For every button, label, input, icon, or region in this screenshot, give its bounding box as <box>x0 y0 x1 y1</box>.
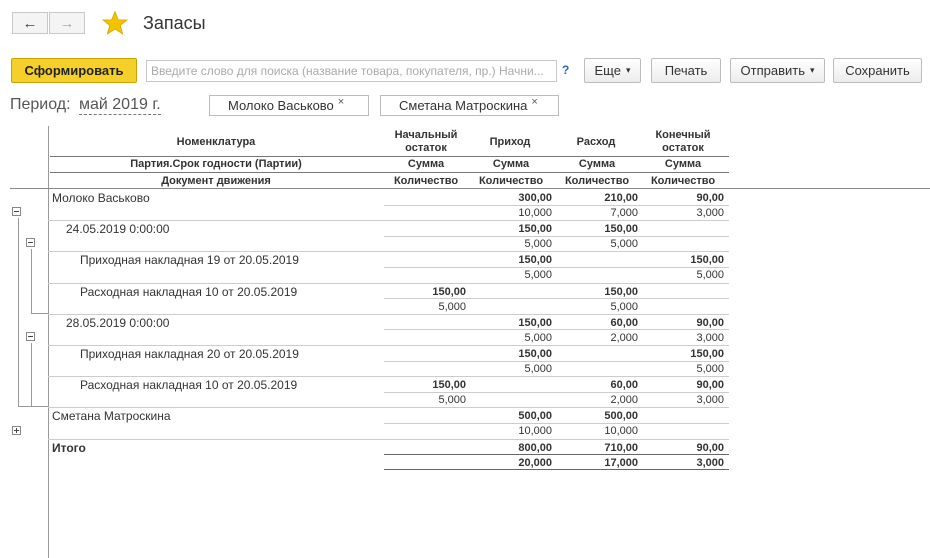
row-divider <box>384 469 729 470</box>
remove-filter-icon[interactable]: × <box>337 95 345 108</box>
total-row-label: Итого <box>52 440 86 455</box>
cell-expense-sum: 500,00 <box>604 410 638 423</box>
header-nomenclature: Номенклатура <box>176 136 256 148</box>
header-closing-sum: Сумма <box>664 158 702 170</box>
cell-expense-qty: 17,000 <box>604 456 638 469</box>
cell-expense-sum: 60,00 <box>610 316 638 329</box>
search-input[interactable]: Введите слово для поиска (название товара, покупателя, пр.) Начни... <box>146 60 557 82</box>
print-button[interactable]: Печать <box>651 58 721 83</box>
favorite-star-icon[interactable] <box>102 10 128 36</box>
forward-arrow-icon: → <box>59 14 75 32</box>
back-button[interactable] <box>12 12 48 34</box>
row-divider <box>48 251 729 252</box>
row-label: Молоко Васьково <box>52 191 150 205</box>
header-opening-qty: Количество <box>393 175 459 187</box>
header-bottom-border <box>10 188 930 189</box>
collapse-icon[interactable] <box>26 332 35 341</box>
header-opening: Начальный остаток <box>394 129 458 154</box>
remove-filter-icon[interactable]: × <box>531 95 538 108</box>
cell-opening-qty: 5,000 <box>438 300 466 313</box>
tree-line <box>18 218 19 406</box>
cell-income-qty: 10,000 <box>518 425 552 438</box>
cell-income-sum: 800,00 <box>518 441 552 454</box>
tree-line <box>31 249 32 313</box>
cell-income-sum: 500,00 <box>518 410 552 423</box>
filter-chip-label: Молоко Васьково <box>228 98 334 113</box>
tree-line <box>31 313 48 314</box>
header-document: Документ движения <box>161 175 271 187</box>
cell-closing-sum: 150,00 <box>690 348 724 360</box>
row-label: Расходная накладная 10 от 20.05.2019 <box>80 284 298 299</box>
cell-expense-qty: 2,000 <box>610 394 638 407</box>
cell-expense-sum: 150,00 <box>604 223 638 236</box>
collapse-icon[interactable] <box>26 238 35 247</box>
cell-closing-sum: 150,00 <box>690 254 724 267</box>
generate-button[interactable]: Сформировать <box>11 58 137 83</box>
more-label: Еще <box>594 63 621 78</box>
row-sub-divider <box>384 267 729 268</box>
header-batch: Партия.Срок годности (Партии) <box>130 158 302 170</box>
header-expense-qty: Количество <box>564 175 630 187</box>
cell-expense-qty: 7,000 <box>610 207 638 219</box>
cell-income-qty: 5,000 <box>524 269 552 282</box>
cell-expense-sum: 150,00 <box>604 285 638 298</box>
cell-expense-sum: 210,00 <box>604 192 638 204</box>
header-closing-qty: Количество <box>650 175 716 187</box>
cell-expense-sum: 710,00 <box>604 441 638 454</box>
tree-line <box>31 343 32 406</box>
cell-closing-qty: 3,000 <box>696 456 724 469</box>
filter-chip-label: Сметана Матроскина <box>399 98 528 113</box>
cell-income-sum: 150,00 <box>518 348 552 360</box>
header-closing: Конечный остаток <box>655 129 711 154</box>
row-divider <box>48 314 729 315</box>
cell-expense-qty: 10,000 <box>604 425 638 438</box>
row-label: Приходная накладная 20 от 20.05.2019 <box>80 347 299 361</box>
cell-income-sum: 150,00 <box>518 254 552 267</box>
cell-income-sum: 150,00 <box>518 316 552 329</box>
header-expense-sum: Сумма <box>578 158 616 170</box>
row-sub-divider <box>384 329 729 330</box>
header-income-qty: Количество <box>478 175 544 187</box>
cell-opening-sum: 150,00 <box>432 379 466 392</box>
send-dropdown-icon: ▾ <box>809 65 815 75</box>
cell-income-qty: 20,000 <box>518 456 552 469</box>
cell-expense-qty: 5,000 <box>610 238 638 251</box>
row-divider <box>48 220 729 221</box>
header-expense: Расход <box>576 136 616 148</box>
cell-closing-qty: 3,000 <box>696 394 724 407</box>
cell-closing-sum: 90,00 <box>696 441 724 454</box>
cell-opening-sum: 150,00 <box>432 285 466 298</box>
send-label: Отправить <box>740 63 805 78</box>
more-button[interactable] <box>584 58 641 83</box>
row-sub-divider <box>384 236 729 237</box>
row-sub-divider <box>384 361 729 362</box>
header-divider <box>50 156 729 157</box>
row-divider <box>48 439 729 440</box>
cell-expense-sum: 60,00 <box>610 379 638 392</box>
row-divider <box>48 407 729 408</box>
header-opening-sum: Сумма <box>407 158 445 170</box>
filter-chip[interactable] <box>380 95 559 116</box>
cell-closing-sum: 90,00 <box>696 379 724 392</box>
cell-income-sum: 300,00 <box>518 192 552 204</box>
row-label: Расходная накладная 10 от 20.05.2019 <box>80 378 298 393</box>
period-value[interactable]: май 2019 г. <box>79 96 161 113</box>
row-label: Сметана Матроскина <box>52 409 171 424</box>
collapse-icon[interactable] <box>12 207 21 216</box>
row-label: 24.05.2019 0:00:00 <box>66 222 170 237</box>
cell-income-qty: 5,000 <box>524 363 552 375</box>
cell-closing-sum: 90,00 <box>696 316 724 329</box>
header-income: Приход <box>489 136 531 148</box>
save-button[interactable]: Сохранить <box>833 58 922 83</box>
row-sub-divider <box>384 454 729 455</box>
more-dropdown-icon: ▾ <box>625 65 631 75</box>
page-title: Запасы <box>143 13 206 33</box>
cell-expense-qty: 2,000 <box>610 331 638 344</box>
row-sub-divider <box>384 298 729 299</box>
forward-button[interactable] <box>49 12 85 34</box>
row-sub-divider <box>384 392 729 393</box>
cell-closing-qty: 5,000 <box>696 269 724 282</box>
header-income-sum: Сумма <box>492 158 530 170</box>
cell-income-sum: 150,00 <box>518 223 552 236</box>
row-label: 28.05.2019 0:00:00 <box>66 315 170 330</box>
tree-line <box>18 406 48 407</box>
cell-closing-qty: 3,000 <box>696 207 724 219</box>
period-label: Период: <box>10 96 71 113</box>
filter-chip[interactable] <box>209 95 369 116</box>
cell-income-qty: 5,000 <box>524 238 552 251</box>
help-icon[interactable]: ? <box>562 63 570 77</box>
header-divider <box>50 172 729 173</box>
cell-expense-qty: 5,000 <box>610 300 638 313</box>
row-label: Приходная накладная 19 от 20.05.2019 <box>80 253 299 268</box>
cell-income-qty: 5,000 <box>524 331 552 344</box>
expand-icon[interactable] <box>12 426 21 435</box>
send-button[interactable] <box>730 58 825 83</box>
cell-income-qty: 10,000 <box>518 207 552 219</box>
cell-closing-qty: 3,000 <box>696 331 724 344</box>
row-divider <box>48 345 729 346</box>
row-sub-divider <box>384 205 729 206</box>
cell-closing-sum: 90,00 <box>696 192 724 204</box>
row-divider <box>48 283 729 284</box>
row-divider <box>48 376 729 377</box>
cell-opening-qty: 5,000 <box>438 394 466 407</box>
row-sub-divider <box>384 423 729 424</box>
cell-closing-qty: 5,000 <box>696 363 724 375</box>
back-arrow-icon: ← <box>22 14 38 32</box>
report-left-border <box>48 126 49 558</box>
